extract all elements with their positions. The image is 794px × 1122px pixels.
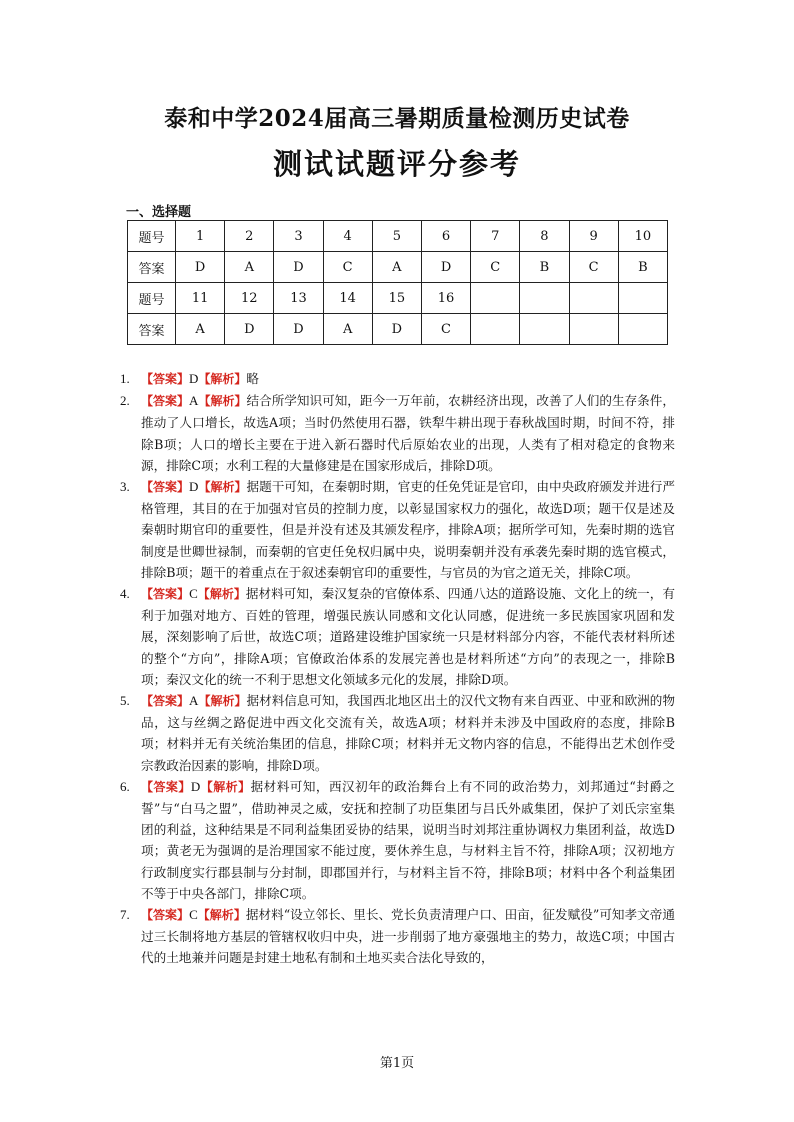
table-cell: 3 (274, 221, 323, 252)
answer-tag: 【答案】 (141, 908, 190, 923)
table-cell: 13 (274, 283, 323, 314)
table-row (128, 221, 668, 252)
table-cell: C (471, 252, 520, 283)
answer-tag: 【答案】 (141, 694, 190, 709)
answer-tag: 【答案】 (141, 394, 190, 409)
explanation-body (141, 476, 675, 583)
explanation-list (120, 368, 675, 969)
answer-table (127, 220, 668, 345)
analysis-tag: 【解析】 (197, 587, 246, 602)
explanation-body (141, 690, 675, 776)
table-cell: D (176, 252, 225, 283)
table-cell: C (323, 252, 372, 283)
analysis-tag: 【解析】 (197, 908, 246, 923)
table-cell: 2 (225, 221, 274, 252)
table-cell: 1 (176, 221, 225, 252)
table-cell: A (225, 252, 274, 283)
answer-letter: D (190, 778, 201, 794)
table-cell: 11 (176, 283, 225, 314)
table-cell: 4 (323, 221, 372, 252)
table-cell (569, 283, 618, 314)
explanation-item (120, 583, 675, 690)
answer-letter: A (189, 393, 199, 409)
question-number: 2. (120, 393, 130, 409)
table-cell (618, 314, 667, 345)
explanation-item (120, 368, 675, 390)
table-cell: D (225, 314, 274, 345)
table-cell (471, 283, 520, 314)
table-cell: A (176, 314, 225, 345)
answer-letter: C (189, 586, 198, 602)
table-cell: C (421, 314, 470, 345)
table-cell: 6 (421, 221, 470, 252)
explanation-item (120, 690, 675, 776)
explanation-item (120, 904, 675, 969)
analysis-text: 略 (246, 371, 260, 386)
table-cell: 14 (323, 283, 372, 314)
table-cell: 15 (372, 283, 421, 314)
table-cell: 10 (618, 221, 667, 252)
document-subtitle: 测试试题评分参考 (272, 147, 521, 181)
explanation-body (141, 368, 675, 390)
analysis-text: 结合所学知识可知，距今一万年前，农耕经济出现，改善了人们的生存条件，推动了人口增长，故选A项；当时仍然使用石器，铁犁牛耕出现于春秋战国时期，时间不符，排除B项；人口的增长主要在于进入新石器时代后原始农业的出现，人类有了相对稳定的食物来源，排除C项；水利工程的大量修建是在国家形成后，排除D项。 (141, 393, 675, 473)
table-cell (618, 283, 667, 314)
analysis-tag: 【解析】 (198, 480, 247, 495)
table-row-label: 答案 (128, 252, 176, 283)
explanation-body (141, 904, 675, 969)
explanation-body (141, 390, 675, 476)
section-heading: 一、选择题 (126, 205, 192, 220)
table-cell: 12 (225, 283, 274, 314)
table-cell: B (618, 252, 667, 283)
table-cell: A (323, 314, 372, 345)
analysis-tag: 【解析】 (198, 694, 247, 709)
answer-letter: A (189, 693, 199, 709)
question-number: 7. (120, 907, 130, 923)
table-row (128, 314, 668, 345)
table-cell: C (569, 252, 618, 283)
table-row-label: 题号 (128, 283, 176, 314)
analysis-text: 据材料信息可知，我国西北地区出土的汉代文物有来自西亚、中亚和欧洲的物品，这与丝绸之路促进中西文化交流有关，故选A项；材料并未涉及中国政府的态度，排除B项；材料并无有关统治集团的信息，排除C项；材料并无文物内容的信息，不能得出艺术创作受宗教政治因素的影响，排除D项。 (141, 693, 675, 773)
analysis-text: 据材料可知，秦汉复杂的官僚体系、四通八达的道路设施、文化上的统一，有利于加强对地方、百姓的管理，增强民族认同感和文化认同感，促进统一多民族国家巩固和发展，深刻影响了后世，故选C项；道路建设维护国家统一只是材料部分内容，不能代表材料所述的整个“方向”，排除A项；官僚政治体系的发展完善也是材料所述“方向”的表现之一，排除B项；秦汉文化的统一不利于思想文化领域多元化的发展，排除D项。 (141, 586, 675, 687)
answer-letter: D (189, 479, 199, 495)
table-cell (520, 314, 569, 345)
table-cell: D (372, 314, 421, 345)
question-number: 3. (120, 479, 130, 495)
table-cell: 7 (471, 221, 520, 252)
explanation-body (141, 583, 675, 690)
question-number: 5. (120, 693, 130, 709)
answer-letter: C (189, 907, 198, 923)
table-cell: 16 (421, 283, 470, 314)
analysis-text: 据材料“设立邻长、里长、党长负责清理户口、田亩，征发赋役”可知孝文帝通过三长制将地方基层的管辖权收归中央，进一步削弱了地方豪强地主的势力，故选C项；中国古代的土地兼并问题是封建土地私有制和土地买卖合法化导致的， (141, 907, 675, 966)
table-row (128, 283, 668, 314)
table-cell (471, 314, 520, 345)
table-cell: A (372, 252, 421, 283)
answer-tag: 【答案】 (141, 779, 191, 794)
explanation-item (120, 476, 675, 583)
analysis-tag: 【解析】 (198, 394, 247, 409)
table-cell: 5 (372, 221, 421, 252)
analysis-text: 据材料可知，西汉初年的政治舞台上有不同的政治势力，刘邦通过“封爵之誓”与“白马之盟”，借助神灵之威，安抚和控制了功臣集团与吕氏外戚集团，保护了刘氏宗室集团的利益，这种结果是不同利益集团妥协的结果，说明当时刘邦注重协调权力集团利益，故选D项；黄老无为强调的是治理国家不能过度，要休养生息，与材料主旨不符，排除A项；汉初地方行政制度实行郡县制与分封制，即郡国并行，与材料主旨不符，排除B项；材料中各个利益集团不等于中央各部门，排除C项。 (141, 778, 675, 901)
table-cell: D (274, 252, 323, 283)
explanation-item (120, 776, 675, 904)
analysis-text: 据题干可知，在秦朝时期，官吏的任免凭证是官印，由中央政府颁发并进行严格管理，其目的在于加强对官员的控制力度，以彰显国家权力的强化，故选D项；题干仅是述及秦朝时期官印的重要性，但是并没有述及其颁发程序，排除A项；据所学可知，先秦时期的选官制度是世卿世禄制，而秦朝的官吏任免权归属中央，说明秦朝并没有承袭先秦时期的选官模式，排除B项；题干的着重点在于叙述秦朝官印的重要性，与官员的为官之道无关，排除C项。 (141, 479, 675, 580)
table-row-label: 答案 (128, 314, 176, 345)
page-number: 第1页 (379, 1056, 415, 1071)
question-number: 4. (120, 586, 130, 602)
question-number: 1. (120, 371, 130, 386)
explanation-body (141, 776, 675, 904)
answer-tag: 【答案】 (141, 587, 190, 602)
answer-tag: 【答案】 (141, 372, 190, 386)
document-title: 泰和中学2024届高三暑期质量检测历史试卷 (164, 105, 630, 132)
analysis-tag: 【解析】 (200, 779, 251, 794)
table-cell: D (421, 252, 470, 283)
table-cell (520, 283, 569, 314)
table-cell: B (520, 252, 569, 283)
table-cell: 9 (569, 221, 618, 252)
answer-tag: 【答案】 (141, 480, 190, 495)
answer-letter: D (189, 371, 199, 386)
table-cell: 8 (520, 221, 569, 252)
table-row-label: 题号 (128, 221, 176, 252)
table-cell: D (274, 314, 323, 345)
analysis-tag: 【解析】 (198, 372, 247, 386)
question-number: 6. (120, 778, 130, 794)
table-cell (569, 314, 618, 345)
explanation-item (120, 390, 675, 476)
table-row (128, 252, 668, 283)
